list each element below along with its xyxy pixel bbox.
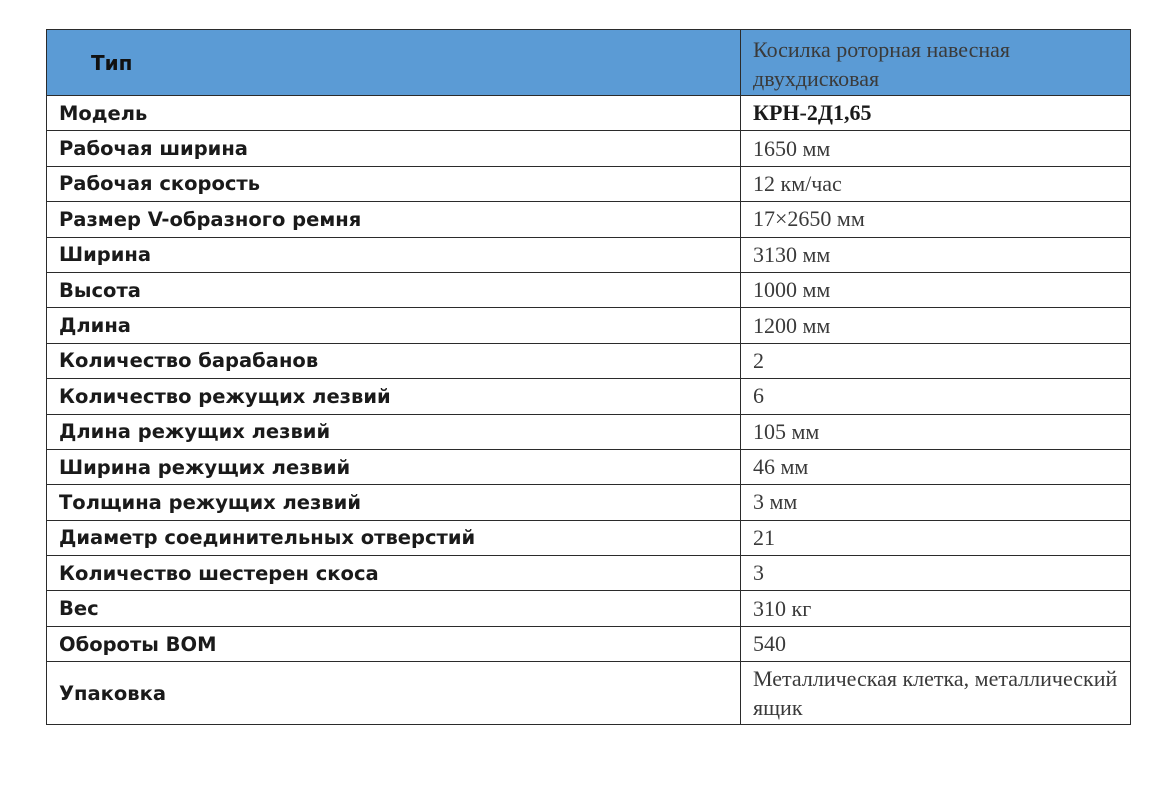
param-value: 1000 мм [741, 272, 1131, 307]
param-name: Толщина режущих лезвий [47, 485, 741, 520]
table-header-row [47, 30, 1131, 96]
param-name: Количество барабанов [47, 343, 741, 378]
param-name: Диаметр соединительных отверстий [47, 520, 741, 555]
param-value: 17×2650 мм [741, 202, 1131, 237]
table-row [47, 237, 1131, 272]
param-value: 12 км/час [741, 166, 1131, 201]
table-row [47, 308, 1131, 343]
param-value: 3 [741, 556, 1131, 591]
table-row [47, 96, 1131, 131]
param-name: Размер V-образного ремня [47, 202, 741, 237]
param-name: Количество шестерен скоса [47, 556, 741, 591]
spec-table [46, 29, 1131, 725]
table-row [47, 272, 1131, 307]
table-row [47, 343, 1131, 378]
header-value-cell: Косилка роторная навесная двухдисковая [741, 30, 1131, 96]
param-value: 46 мм [741, 449, 1131, 484]
param-name: Количество режущих лезвий [47, 379, 741, 414]
param-value: 2 [741, 343, 1131, 378]
param-value: КРН-2Д1,65 [741, 96, 1131, 131]
table-row [47, 379, 1131, 414]
param-name: Ширина режущих лезвий [47, 449, 741, 484]
param-name: Высота [47, 272, 741, 307]
table-row [47, 449, 1131, 484]
param-name: Модель [47, 96, 741, 131]
param-value: 1200 мм [741, 308, 1131, 343]
param-name: Длина режущих лезвий [47, 414, 741, 449]
header-name-cell: Тип [47, 30, 741, 96]
table-row [47, 166, 1131, 201]
table-row [47, 626, 1131, 661]
param-name: Длина [47, 308, 741, 343]
table-row [47, 662, 1131, 725]
table-row [47, 414, 1131, 449]
table-row [47, 556, 1131, 591]
table-row [47, 520, 1131, 555]
param-value: 3 мм [741, 485, 1131, 520]
param-name: Упаковка [47, 662, 741, 725]
param-name: Ширина [47, 237, 741, 272]
param-value: 3130 мм [741, 237, 1131, 272]
param-name: Вес [47, 591, 741, 626]
param-value: 21 [741, 520, 1131, 555]
param-value: 1650 мм [741, 131, 1131, 166]
param-value: 6 [741, 379, 1131, 414]
table-row [47, 131, 1131, 166]
param-name: Рабочая скорость [47, 166, 741, 201]
param-value: Металлическая клетка, металлический ящик [741, 662, 1131, 725]
param-name: Рабочая ширина [47, 131, 741, 166]
param-name: Обороты ВОМ [47, 626, 741, 661]
param-value: 310 кг [741, 591, 1131, 626]
table-row [47, 202, 1131, 237]
table-row [47, 591, 1131, 626]
param-value: 105 мм [741, 414, 1131, 449]
table-row [47, 485, 1131, 520]
param-value: 540 [741, 626, 1131, 661]
